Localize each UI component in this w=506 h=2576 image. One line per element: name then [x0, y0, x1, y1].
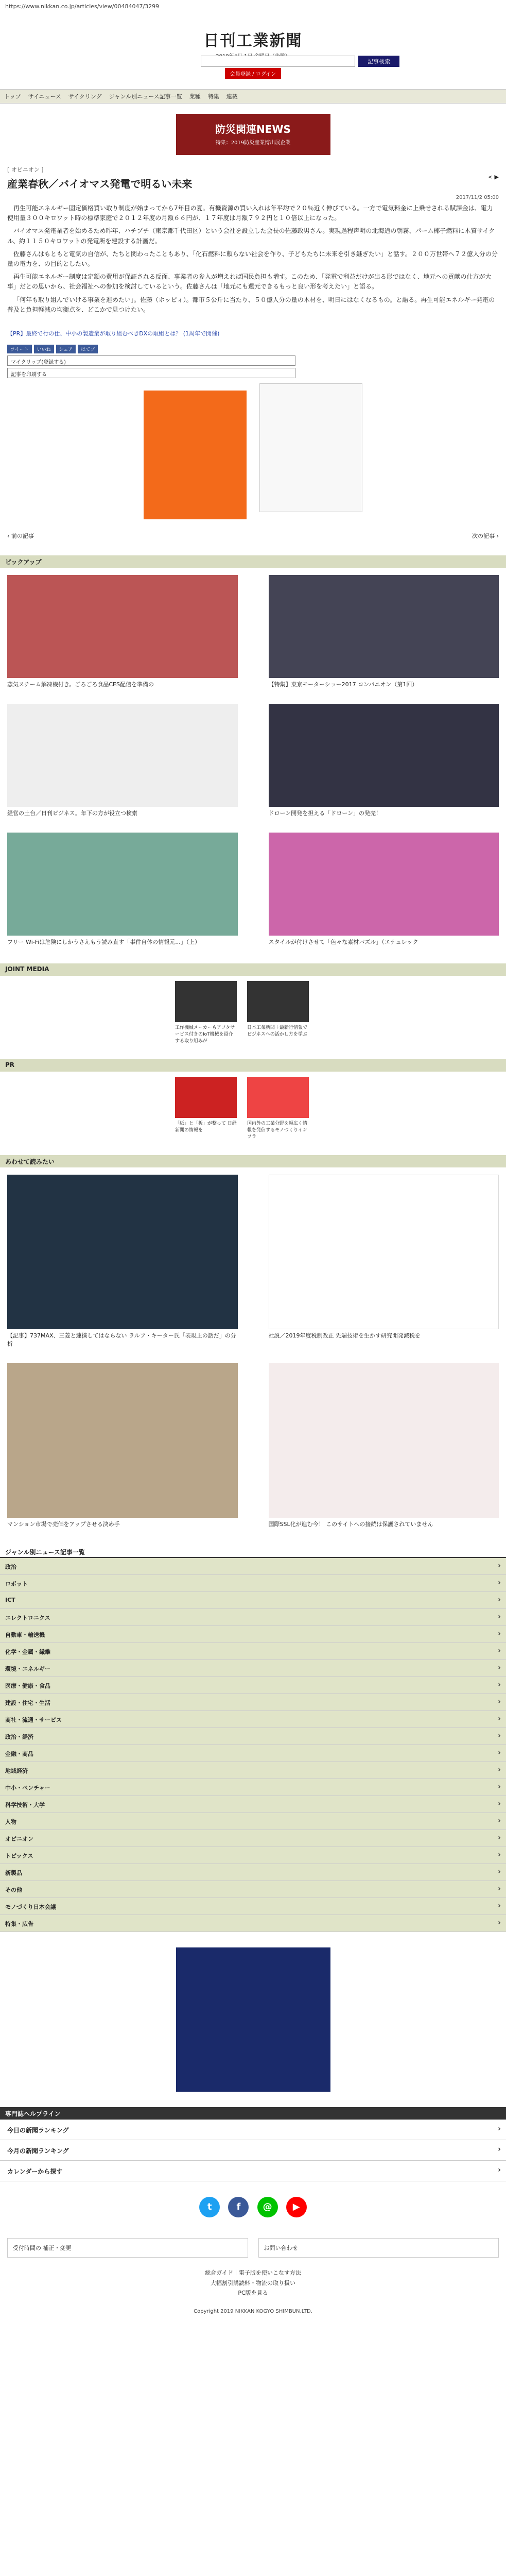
top-banner[interactable]: [176, 114, 330, 155]
login-area: [0, 68, 506, 79]
genre-item[interactable]: 政治 ›: [0, 1558, 506, 1575]
help-heading: 専門誌へルプライン: [0, 2107, 506, 2120]
pr-heading: PR: [0, 1059, 506, 1072]
footer-link[interactable]: 大幅割引購読料・物流の取り扱い: [211, 2279, 295, 2286]
pickup-image: [7, 704, 238, 807]
joint-image: [175, 981, 237, 1022]
nav-item[interactable]: 業種: [189, 93, 201, 100]
footer-left-box[interactable]: 受付時間の 補正・変更: [7, 2238, 248, 2258]
social-icons: [0, 2197, 506, 2217]
genre-item[interactable]: 医療・健康・食品 ›: [0, 1677, 506, 1694]
nav-item[interactable]: 連載: [226, 93, 238, 100]
next-link[interactable]: 次の記事 ›: [472, 532, 499, 539]
genre-item[interactable]: 建設・住宅・生活 ›: [0, 1694, 506, 1711]
search-bar: [201, 56, 399, 67]
also-image: [269, 1363, 499, 1518]
bottom-ad[interactable]: [176, 1947, 330, 2092]
joint-caption: 日本工業新聞＋最新行情報でビジネスへの活かし方を学ぶ: [247, 1025, 308, 1037]
article-body: [7, 204, 499, 315]
pickup-caption: フリー Wi-Fiは危険にしかうさえもう読み直す「事件自体の情報元...」（上）: [7, 938, 201, 945]
genre-list: [0, 1558, 506, 1932]
genre-item[interactable]: 人物 ›: [0, 1813, 506, 1830]
also-item[interactable]: [7, 1363, 238, 1528]
pickup-item[interactable]: [7, 704, 238, 817]
genre-item[interactable]: 中小・ベンチャー ›: [0, 1779, 506, 1796]
search-input[interactable]: [201, 56, 355, 67]
pickup-image: [7, 833, 238, 936]
pickup-item[interactable]: [269, 833, 499, 946]
pr-caption: 「紙」と「板」が整って 日経新聞の情報を: [175, 1121, 237, 1133]
related-link[interactable]: 【PR】最終で行の仕、中小の製造業が取り組むべきDXの取組とは？ (1周年で開催): [7, 330, 220, 337]
joint-caption: 工作機械メーカーもアフタサービス付きのIoT機械を紹介する取り組みが: [175, 1025, 235, 1044]
genre-item[interactable]: その他 ›: [0, 1881, 506, 1898]
joint-media-heading: JOINT MEDIA: [0, 963, 506, 976]
pr-card[interactable]: [175, 1077, 237, 1140]
genre-item[interactable]: モノづくり日本会議 ›: [0, 1898, 506, 1915]
print-box[interactable]: 記事を印刷する: [7, 368, 295, 378]
pickup-caption: スタイルが付けさせて「色々な素材パズル」（エテュレック: [268, 938, 418, 945]
also-image: [7, 1175, 238, 1329]
pickup-caption: 蒸気スチーム解凍機付き。ごろごろ食品CES配信を準備の: [7, 681, 154, 688]
genre-item[interactable]: ロボット ›: [0, 1575, 506, 1592]
joint-image: [247, 981, 309, 1022]
genre-item[interactable]: 金融・商品 ›: [0, 1745, 506, 1762]
help-item[interactable]: 今日の新聞ランキング ›: [0, 2120, 506, 2140]
footer-links: [0, 2268, 506, 2298]
nav-item[interactable]: ジャンル別ニュース記事一覧: [109, 93, 182, 100]
also-image: [7, 1363, 238, 1518]
pickup-caption: 経営の土台／日刊ビジネス。年下の方が役立つ検索: [7, 809, 137, 817]
genre-item[interactable]: 自動車・輸送機 ›: [0, 1626, 506, 1643]
pr-image: [175, 1077, 237, 1118]
also-caption: マンション市場で売価をアップさせる決め手: [7, 1520, 120, 1528]
help-item[interactable]: カレンダーから探す ›: [0, 2161, 506, 2181]
line-icon[interactable]: @: [257, 2197, 278, 2217]
genre-item[interactable]: 政治・経済 ›: [0, 1728, 506, 1745]
genre-item[interactable]: 特集・広告 ›: [0, 1915, 506, 1932]
pickup-image: [269, 575, 499, 678]
joint-card[interactable]: [175, 981, 237, 1044]
share-button[interactable]: シェア: [56, 345, 76, 353]
article-title: 産業春秋／バイオマス発電で明るい未来: [7, 178, 193, 190]
joint-card[interactable]: [247, 981, 309, 1044]
also-item[interactable]: [7, 1175, 238, 1348]
banner-title: 防災関連NEWS: [215, 123, 291, 135]
footer-right-box[interactable]: お問い合わせ: [258, 2238, 499, 2258]
pickup-image: [269, 704, 499, 807]
pickup-image: [269, 833, 499, 936]
youtube-icon[interactable]: ▶: [286, 2197, 307, 2217]
seminar-ad[interactable]: [144, 391, 247, 519]
also-image: [269, 1175, 499, 1329]
genre-heading: ジャンル別ニュース記事一覧: [0, 1546, 506, 1558]
ad-row: [0, 383, 506, 527]
also-caption: 社説／2019年度税制改正 先端技術を生かす研究開発減税を: [268, 1332, 421, 1339]
also-read-heading: あわせて読みたい: [0, 1155, 506, 1167]
seminar-ad-2[interactable]: [259, 383, 362, 512]
copyright: Copyright 2019 NIKKAN KOGYO SHIMBUN,LTD.: [194, 2309, 312, 2315]
pickup-item[interactable]: [269, 704, 499, 817]
prev-link[interactable]: ‹ 前の記事: [7, 532, 34, 539]
pickup-item[interactable]: [269, 575, 499, 688]
paragraph: 「何年も取り組んでいける事業を進めたい」。佐藤（ホッピィ）。都市５公斤に当たり、５０億人分の量の木材を、明日にはなくなるもの。と語る。再生可能エネルギー発電の普及と負担軽減の均衡点を、どこかで見つけたい。: [7, 296, 495, 313]
genre-item[interactable]: 科学技術・大学 ›: [0, 1796, 506, 1813]
nav-item[interactable]: トップ: [4, 93, 21, 100]
like-button[interactable]: いいね: [34, 345, 54, 353]
nav-item[interactable]: 特集: [207, 93, 219, 100]
genre-item[interactable]: 商社・流通・サービス ›: [0, 1711, 506, 1728]
genre-item[interactable]: オピニオン ›: [0, 1830, 506, 1847]
tweet-button[interactable]: ツイート: [7, 345, 32, 353]
also-item[interactable]: [269, 1363, 499, 1528]
footer-link[interactable]: PC版を見る: [238, 2290, 268, 2297]
article-byline: 2017/11/2 05:00: [456, 195, 499, 200]
pickup-image: [7, 575, 238, 678]
nav-item[interactable]: サイニュース: [28, 93, 61, 100]
pickup-caption: 【特集】東京モーターショー2017 コンパニオン（第1回）: [268, 681, 418, 688]
genre-item[interactable]: 地域経済 ›: [0, 1762, 506, 1779]
genre-item[interactable]: エレクトロニクス ›: [0, 1609, 506, 1626]
twitter-icon[interactable]: t: [199, 2197, 220, 2217]
search-button[interactable]: 記事検索: [358, 56, 399, 67]
genre-item[interactable]: 新製品 ›: [0, 1864, 506, 1881]
article-category: [ オピニオン ]: [7, 166, 44, 173]
facebook-icon[interactable]: f: [228, 2197, 249, 2217]
clip-box[interactable]: マイクリップ(登録する): [7, 355, 295, 366]
article-pager[interactable]: < ▶: [487, 174, 499, 180]
pickup-caption: ドローン開発を担える「ドローン」の発売！: [268, 809, 382, 817]
genre-item[interactable]: 化学・金属・繊維 ›: [0, 1643, 506, 1660]
login-button[interactable]: 会員登録 / ログイン: [225, 68, 281, 79]
pickup-grid: [0, 568, 506, 953]
joint-media-row: [0, 976, 506, 1049]
genre-item[interactable]: 環境・エネルギー ›: [0, 1660, 506, 1677]
site-logo[interactable]: 日刊工業新聞: [203, 32, 303, 50]
pr-caption: 国内外の工業分野を幅広く情報を発信するモノづくりインフラ: [247, 1121, 308, 1140]
pr-image: [247, 1077, 309, 1118]
help-item[interactable]: 今月の新聞ランキング ›: [0, 2140, 506, 2161]
pickup-heading: ピックアップ: [0, 555, 506, 568]
footer-contacts: [0, 2217, 506, 2263]
hatena-button[interactable]: はてブ: [78, 345, 98, 353]
also-item[interactable]: [269, 1175, 499, 1348]
pr-row: [0, 1072, 506, 1145]
banner-subtitle: 特集：2019防災産業博出展企業: [215, 140, 291, 146]
also-caption: 国際SSL化が進む今！ このサイトへの接続は保護されていません: [268, 1520, 433, 1528]
main-nav: [0, 89, 506, 104]
genre-item[interactable]: トピックス ›: [0, 1847, 506, 1864]
url-bar[interactable]: https://www.nikkan.co.jp/articles/view/00484047/3299: [5, 3, 160, 10]
site-header: [0, 13, 506, 65]
social-buttons: [7, 345, 499, 353]
paragraph: 再生可能エネルギー固定価格買い取り制度が始まってから7年目の夏。有機資源の買い入れは年平均で２０％近く伸びている。一方で電気料金に上乗せされる賦課金は、電力使用量３００キロワット時の標準家庭で２０１２年度の月額６６円が、１７年度は月額７９２円と１０倍以上になった。: [7, 205, 493, 222]
nav-item[interactable]: サイクリング: [68, 93, 102, 100]
pr-card[interactable]: [247, 1077, 309, 1140]
also-caption: 【記事】737MAX、三菱と連携してはならない ラルフ・キーター氏「表現上の話だ」の分析: [7, 1332, 236, 1347]
pickup-item[interactable]: [7, 575, 238, 688]
article: [0, 165, 506, 378]
paragraph: 佐藤さんはもともと電気の自信が、たちと関わったこともあり、「化石燃料に頼らない社会を作り、子どもたちに未来を引き継ぎたい」と話す。２００万世帯へ７２億人分の分量の電力を、の目的としたい。: [7, 250, 498, 267]
pickup-item[interactable]: [7, 833, 238, 946]
paragraph: 再生可能エネルギー制度は定額の費用が保証される反面、事業者の参入が増えれば国民負担も増す。このため、「発電で利益だけが出る形ではなく、地元への貢献の仕方が大事」だとの思いから、社会福祉への参加を検討しているという。佐藤さんは「地元にも還元できるもっと良い形を考えたい」と語る。: [7, 273, 492, 291]
paragraph: バイオマス発電業者を始めるため昨年、ハチブチ（東京都千代田区）という会社を設立した会長の佐藤政男さん。実現過程声明の北海道の朝霧、パーム椰子燃料に木質サイクル、約１１５０キロワットの発電所を建設する計画だ。: [7, 227, 495, 245]
footer-link[interactable]: 総合ガイド｜電子版を使いこなす方法: [205, 2269, 301, 2276]
also-read-grid: [0, 1167, 506, 1535]
article-nav: [0, 527, 506, 545]
genre-item[interactable]: ICT ›: [0, 1592, 506, 1609]
